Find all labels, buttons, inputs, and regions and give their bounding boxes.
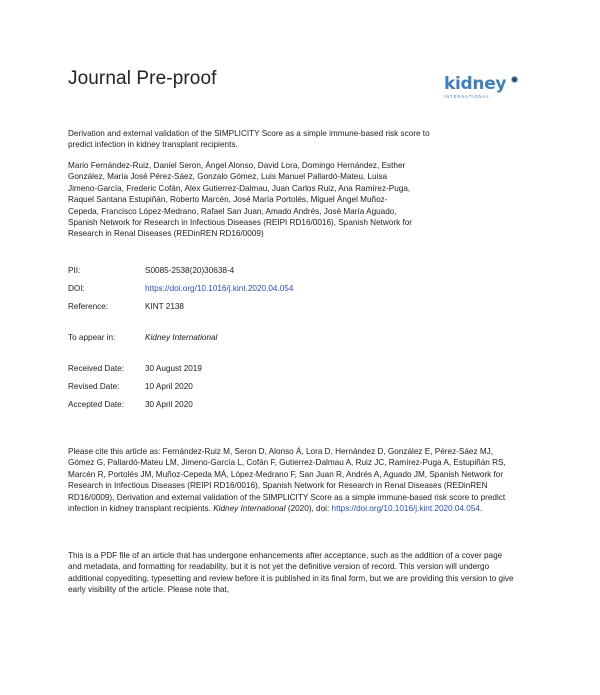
citation-doi-link[interactable]: https://doi.org/10.1016/j.kint.2020.04.054 [331, 504, 480, 514]
received-date: 30 August 2019 [145, 364, 202, 373]
citation-paragraph [68, 446, 518, 514]
reference-value: KINT 2138 [145, 302, 184, 311]
reference-label: Reference: [68, 302, 109, 311]
author-list: Mario Fernández-Ruiz, Daniel Seron, Ángel Alonso, David Lora, Domingo Hernández, Esther González, María José Pérez-Sáez, Gonzalo Gómez, Luis Manuel Pallardó-Mateu, Luisa Jimeno-García, Frederic Cofán, Alex Gutierrez-Dalmau, Juan Carlos Ruiz, Ana Ramírez-Puga, Raquel Santana Estupiñán, Roberto Marcén, José María Portolés, Miguel Ángel Muñoz-Cepeda, Francisco López-Medrano, Rafael San Juan, Amado Andrés, José María Aguado, Spanish Network for Research in Infectious Diseases (REIPI RD16/0016), Spanish Network for Research in Renal Diseases (REDinREN RD16/0009) [68, 161, 413, 239]
citation-journal: Kidney International [213, 504, 286, 514]
journal-name: Kidney International [145, 333, 218, 342]
disclaimer-paragraph: This is a PDF file of an article that has undergone enhancements after acceptance, such as the addition of a cover page and metadata, and formatting for readability, but it is not yet the definitive version of record. This version will undergo additional copyediting, typesetting and review before it is published in its final form, but we are providing this version to give early visibility of the article. Please note that, [68, 551, 514, 595]
citation-text: Please cite this article as: Fernández-Ruiz M, Seron D, Alonso Á, Lora D, Hernández D, González E, Pérez-Sáez MJ, Gómez G, Pallardó-Mateu LM, Jimeno-García L, Cofán F, Gutierrez-Dalmau A, Ruiz JC, Ramírez-Puga A, Estupiñán RS, Marcén R, Portolés JM, Muñoz-Cepeda MÁ, López-Medrano F, San Juan R, Andrés A, Aguado JM, Spanish Network for Research in Infectious Diseases (REIPI RD16/0016), Spanish Network for Research in Renal Diseases (REDinREN RD16/0009), Derivation and external validation of the SIMPLICITY Score as a simple immune-based risk score to predict infection in kidney transplant recipients. [68, 447, 506, 514]
journal-logo [444, 76, 534, 102]
accepted-label: Accepted Date: [68, 400, 124, 409]
received-label: Received Date: [68, 364, 124, 373]
citation-end: . [479, 504, 483, 514]
citation-year: (2020), doi: [285, 504, 332, 514]
appear-in-label: To appear in: [68, 333, 116, 342]
pii-value: S0085-2538(20)30638-4 [145, 266, 235, 275]
logo-subtitle: INTERNATIONAL [444, 94, 490, 99]
revised-label: Revised Date: [68, 382, 120, 391]
article-title: Derivation and external validation of the SIMPLICITY Score as a simple immune-based risk score to predict infection in kidney transplant recipients. [68, 129, 430, 150]
accepted-date: 30 April 2020 [145, 400, 193, 409]
pii-label: PII: [68, 266, 81, 275]
doi-link[interactable]: https://doi.org/10.1016/j.kint.2020.04.054 [145, 284, 294, 293]
revised-date: 10 April 2020 [145, 382, 193, 391]
doi-label: DOI: [68, 284, 85, 293]
page-title: Journal Pre-proof [68, 68, 217, 89]
logo-wordmark: kidney [444, 74, 507, 94]
society-seal-icon [511, 76, 518, 83]
